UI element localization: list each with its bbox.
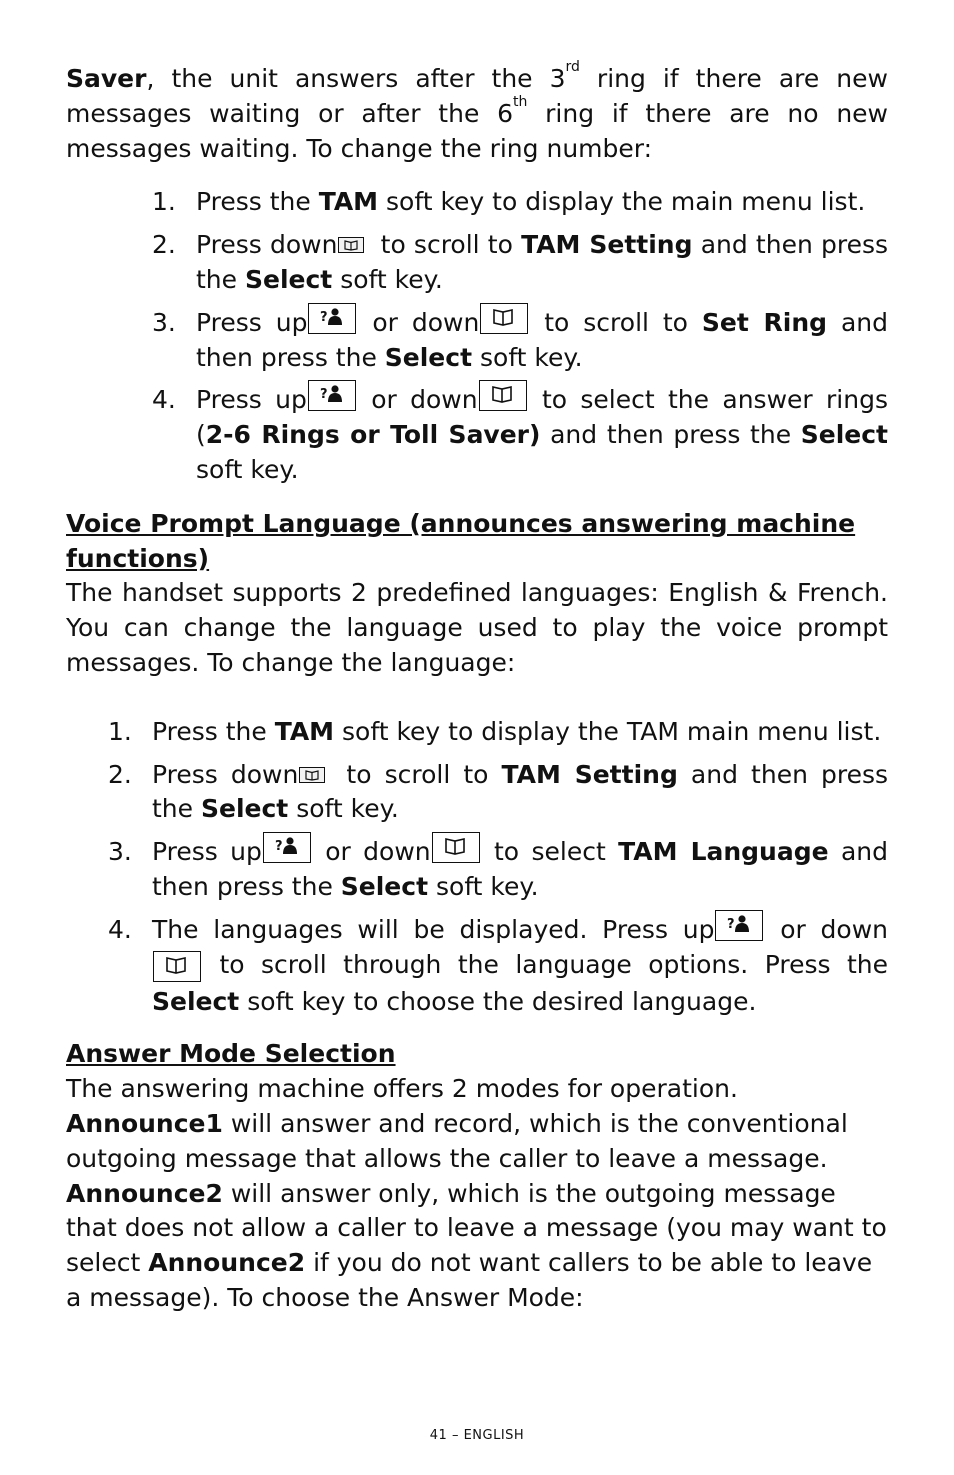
book-down-icon [299, 767, 325, 783]
announce1-paragraph: Announce1 will answer and record, which is the conventional outgoing message that allows the caller to leave a message. [66, 1108, 848, 1173]
book-down-icon [338, 237, 364, 253]
page-footer: 41 – ENGLISH [429, 1428, 525, 1443]
answer-mode-heading: Answer Mode Selection [66, 1039, 396, 1069]
list-item: 4. The languages will be displayed. Press up ? or down to scroll through the language options. Press the Select soft key to choose the desired language. [108, 913, 888, 1020]
phonebook-up-icon [308, 380, 356, 411]
manual-page [66, 59, 889, 1316]
list-item: 2. Press down to scroll to TAM Setting and then press the Select soft key. [108, 759, 889, 824]
phonebook-up-icon [263, 832, 311, 863]
voice-prompt-heading: Voice Prompt Language (announces answering machine functions) [66, 508, 856, 573]
list-item: 3. Press up ? or down to scroll to Set Ring and then press the Select soft key. [152, 306, 888, 376]
svg-text:?: ? [274, 839, 283, 855]
phonebook-up-icon [715, 910, 763, 941]
svg-text:?: ? [319, 387, 328, 403]
svg-text:?: ? [727, 916, 735, 932]
book-down-icon [479, 380, 527, 411]
answer-mode-intro: The answering machine offers 2 modes for operation. [66, 1074, 738, 1104]
list-item: 4. Press up ? or down to select the answer rings (2-6 Rings or Toll Saver) and then press the Select soft key. [152, 383, 888, 487]
saver-term: Saver [66, 64, 147, 93]
list-item: 1. Press the TAM soft key to display the TAM main menu list. [108, 716, 882, 746]
list-item: 2. Press down to scroll to TAM Setting and then press the Select soft key. [152, 230, 889, 294]
phonebook-up-icon [308, 303, 356, 334]
svg-text:?: ? [320, 309, 328, 325]
book-down-icon [153, 951, 201, 982]
announce2-paragraph: Announce2 will answer only, which is the outgoing message that does not allow a caller to leave a message (you may want to select Announce2 if you do not want callers to be able to leave a message). To choose the Answer Mode: [66, 1178, 887, 1312]
book-down-icon [480, 303, 528, 334]
language-steps-list [108, 715, 888, 1020]
book-down-icon [432, 832, 480, 863]
list-item: 3. Press up ? or down to select TAM Language and then press the Select soft key. [108, 835, 888, 905]
intro-paragraph: Saver, the unit answers after the 3rd ring if there are new messages waiting or after the 6th ring if there are no new messages waiting. To change the ring number: [66, 59, 888, 163]
voice-prompt-paragraph: The handset supports 2 predefined languages: English & French. You can change the language used to play the voice prompt messages. To change the language: [66, 578, 888, 677]
ring-steps-list [152, 185, 888, 487]
list-item: 1. Press the TAM soft key to display the main menu list. [152, 187, 866, 217]
